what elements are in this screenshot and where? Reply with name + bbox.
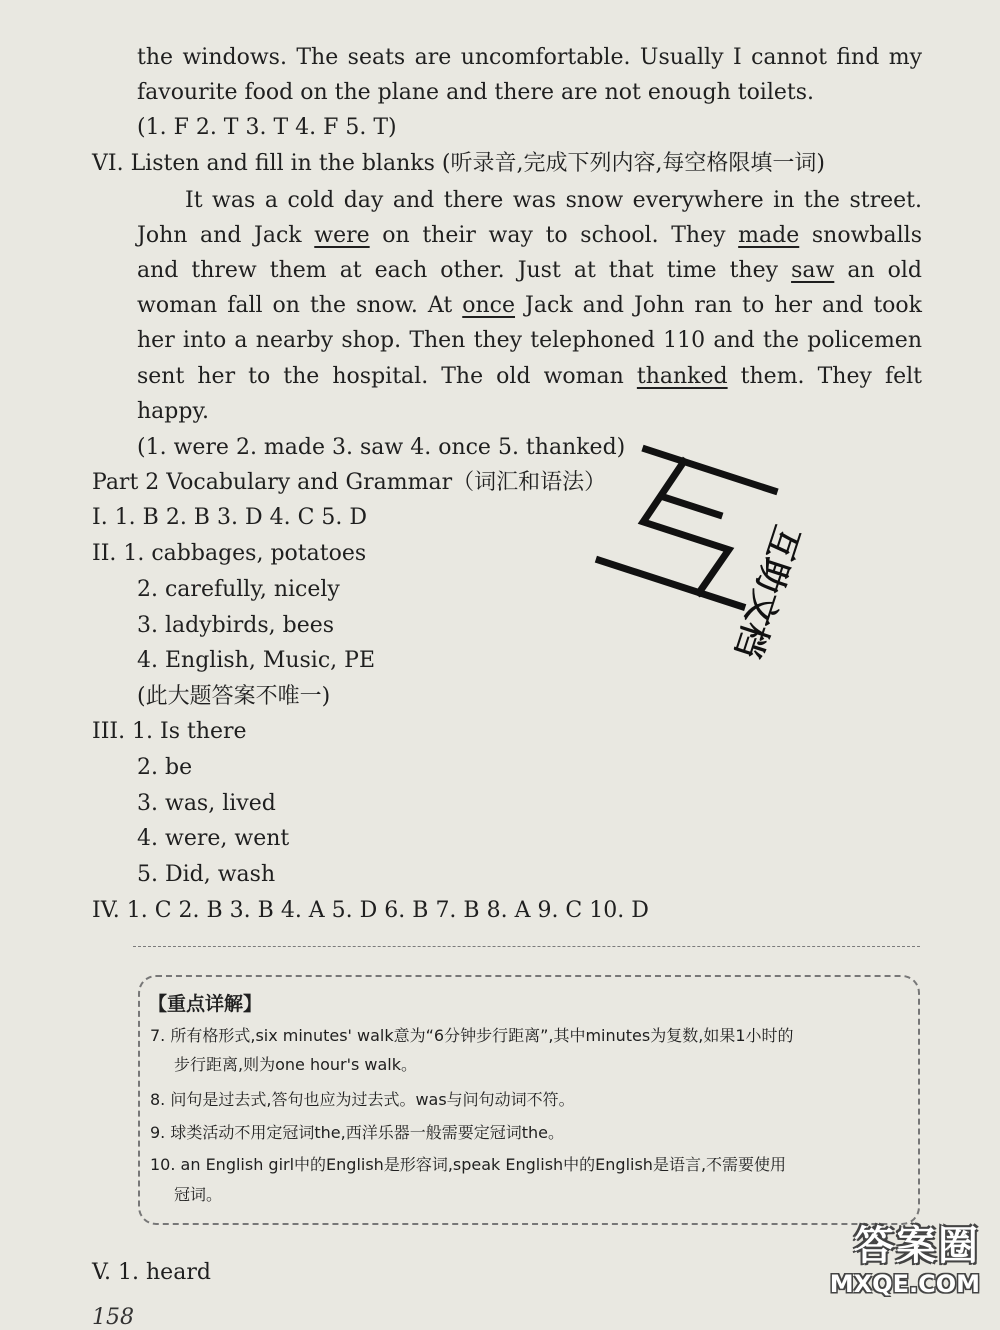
text-line: favourite food on the plane and there are not enough toilets. (137, 80, 815, 105)
part-heading: Part 2 Vocabulary and Grammar（词汇和语法） (92, 470, 607, 495)
blank-answer: saw (791, 258, 835, 283)
divider (133, 946, 920, 947)
text-span: Jack and John ran to her and took (515, 293, 922, 318)
svg-text:互助文档: 互助文档 (726, 520, 807, 663)
note-line: 冠词。 (174, 1185, 223, 1204)
answer-line: 2. be (137, 755, 193, 780)
text-line (137, 291, 922, 321)
answer-line: I. 1. B 2. B 3. D 4. C 5. D (92, 505, 368, 530)
text-span: and threw them at each other. Just at that time they (137, 258, 792, 283)
answer-line: 5. Did, wash (137, 862, 276, 887)
text-span: them. They felt (727, 364, 922, 389)
note-line: 7. 所有格形式,six minutes' walk意为“6分钟步行距离”,其中minutes为复数,如果1小时的 (150, 1026, 794, 1045)
watermark-cn: 答案圈 (854, 1223, 980, 1269)
answer-line: 3. ladybirds, bees (137, 613, 335, 638)
answer-line: 2. carefully, nicely (137, 577, 340, 602)
note-line: 8. 问句是过去式,答句也应为过去式。was与问句动词不符。 (150, 1090, 575, 1109)
answer-line: 3. was, lived (137, 791, 276, 816)
answer-key: (1. were 2. made 3. saw 4. once 5. thanked) (137, 435, 626, 460)
text-span: snowballs (799, 223, 922, 248)
answer-note: (此大题答案不唯一) (137, 684, 331, 709)
answer-line: IV. 1. C 2. B 3. B 4. A 5. D 6. B 7. B 8. A 9. C 10. D (92, 898, 649, 923)
answer-line: V. 1. heard (92, 1260, 211, 1285)
answer-line: 4. English, Music, PE (137, 648, 376, 673)
text-span: woman fall on the snow. At (137, 293, 463, 318)
text-span: an old (834, 258, 922, 283)
notes-title: 【重点详解】 (148, 993, 263, 1015)
blank-answer: once (462, 293, 516, 318)
text-span: John and Jack (137, 223, 315, 248)
watermark-logo (816, 1206, 988, 1318)
text-span: sent her to the hospital. The old woman (137, 364, 637, 389)
text-line: the windows. The seats are uncomfortable. Usually I cannot find my (137, 45, 922, 70)
answer-line: III. 1. Is there (92, 719, 247, 744)
note-line: 步行距离,则为one hour's walk。 (174, 1055, 418, 1074)
text-line: It was a cold day and there was snow everywhere in the street. (185, 188, 922, 213)
answer-key: (1. F 2. T 3. T 4. F 5. T) (137, 115, 397, 140)
blank-answer: were (314, 223, 370, 248)
section-heading: VI. Listen and fill in the blanks (听录音,完成下列内容,每空格限填一词) (92, 151, 826, 176)
text-line: happy. (137, 399, 209, 424)
answer-line: II. 1. cabbages, potatoes (92, 541, 367, 566)
note-line: 10. an English girl中的English是形容词,speak English中的English是语言,不需要使用 (150, 1155, 787, 1174)
page-number: 158 (92, 1305, 134, 1330)
note-line: 9. 球类活动不用定冠词the,西洋乐器一般需要定冠词the。 (150, 1123, 564, 1142)
text-line (137, 362, 922, 392)
blank-answer: thanked (636, 364, 728, 389)
blank-answer: made (738, 223, 800, 248)
notes-box (138, 975, 920, 1225)
text-line (137, 256, 922, 286)
answer-line: 4. were, went (137, 826, 290, 851)
text-line (137, 221, 922, 251)
watermark-en: MXQE.COM (829, 1270, 980, 1298)
text-line: her into a nearby shop. Then they telephoned 110 and the policemen (137, 328, 922, 353)
text-span: on their way to school. They (369, 223, 739, 248)
